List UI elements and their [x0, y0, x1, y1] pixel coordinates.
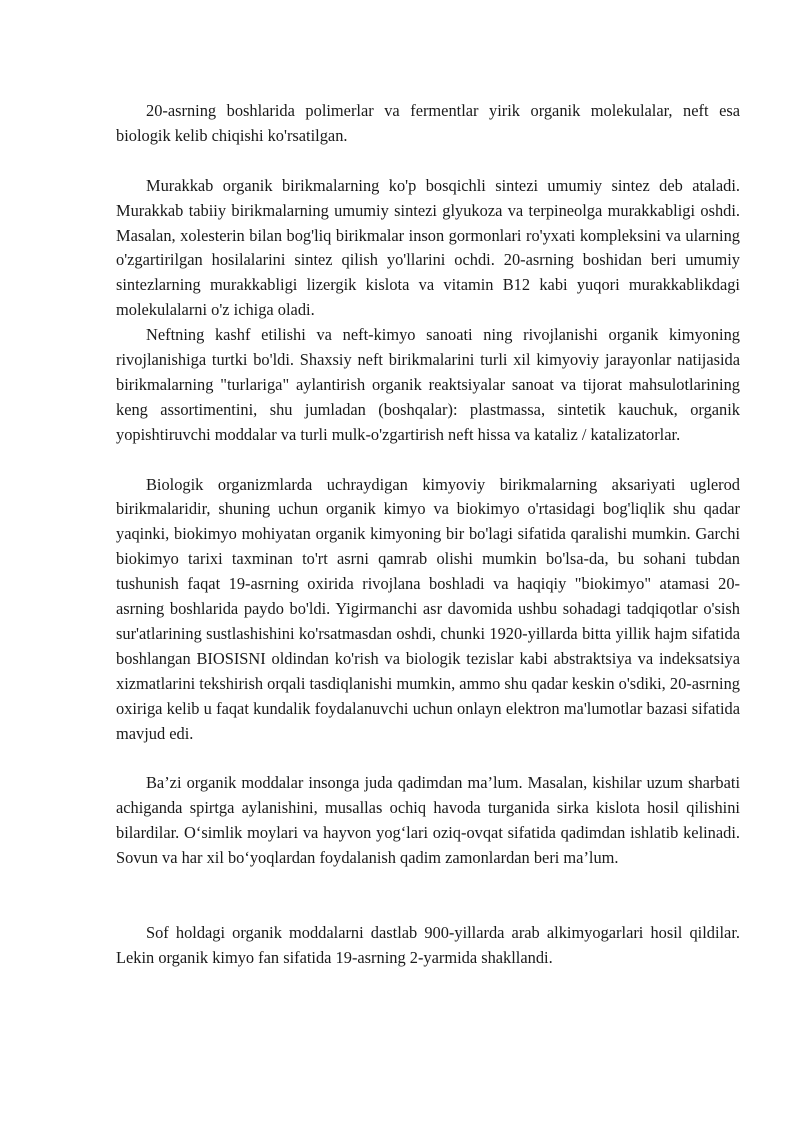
paragraph-spacer [116, 747, 740, 772]
paragraph-1: 20-asrning boshlarida polimerlar va fermentlar yirik organik molekulalar, neft esa biologik kelib chiqishi ko'rsatilgan. [116, 101, 740, 145]
document-body [116, 99, 740, 971]
paragraph-5: Ba’zi organik moddalar insonga juda qadimdan ma’lum. Masalan, kishilar uzum sharbati achiganda spirtga aylanishini, musallas ochiq havoda turganida sirka kislota hosil qilishini bilardilar. O‘simlik moylari va hayvon yog‘lari oziq-ovqat sifatida qadimdan ishlatib kelinadi. Sovun va har xil bo‘yoqlardan foydalanish qadim zamonlardan beri ma’lum. [116, 773, 740, 868]
paragraph-spacer [116, 149, 740, 174]
paragraph-2: Murakkab organik birikmalarning ko'p bosqichli sintezi umumiy sintez deb ataladi. Murakkab tabiiy birikmalarning umumiy sintezi glyukoza va terpineolga murakkabligi oshdi. Masalan, xolesterin bilan bog'liq birikmalar inson gormonlari ro'yxati kompleksini va ularning o'zgartirilgan hosilalarini sintez qilish yo'llarini ochdi. 20-asrning boshidan beri umumiy sintezlarning murakkabligi lizergik kislota va vitamin B12 kabi yuqori murakkablikdagi molekulalarni o'z ichiga oladi. [116, 175, 740, 320]
paragraph-3: Neftning kashf etilishi va neft-kimyo sanoati ning rivojlanishi organik kimyoning rivojlanishiga turtki bo'ldi. Shaxsiy neft birikmalarini turli xil kimyoviy jarayonlar natijasida birikmalarning "turlariga" aylantirish organik reaktsiyalar sanoat va tijorat mahsulotlarining keng assortimentini, shu jumladan (boshqalar): plastmassa, sintetik kauchuk, organik yopishtiruvchi moddalar va turli mulk-o'zgartirish neft hissa va kataliz / katalizatorlar. [116, 325, 740, 444]
paragraph-6: Sof holdagi organik moddalarni dastlab 900-yillarda arab alkimyogarlari hosil qildilar. Lekin organik kimyo fan sifatida 19-asrning 2-yarmida shakllandi. [116, 922, 740, 967]
paragraph-spacer-double [116, 871, 740, 921]
paragraph-spacer [116, 448, 740, 473]
paragraph-4: Biologik organizmlarda uchraydigan kimyoviy birikmalarning aksariyati uglerod birikmalaridir, shuning uchun organik kimyo va biokimyo o'rtasidagi bog'liqlik shu qadar yaqinki, biokimyo mohiyatan organik kimyoning bir bo'lagi sifatida qaralishi mumkin. Garchi biokimyo tarixi taxminan to'rt asrni qamrab olishi mumkin bo'lsa-da, bu sohani tubdan tushunish faqat 19-asrning oxirida rivojlana boshladi va haqiqiy "biokimyo" atamasi 20-asrning boshlarida paydo bo'ldi. Yigirmanchi asr davomida ushbu sohadagi tadqiqotlar o'sish sur'atlarining sustlashishini ko'rsatmasdan oshdi, chunki 1920-yillarda bitta yillik hajm sifatida boshlangan BIOSISNI oldindan ko'rish va biologik tezislar kabi abstraktsiya va indeksatsiya xizmatlarini tekshirish orqali tasdiqlanishi mumkin, ammo shu qadar keskin o'sdiki, 20-asrning oxiriga kelib u faqat kundalik foydalanuvchi uchun onlayn elektron ma'lumotlar bazasi sifatida mavjud edi. [116, 474, 740, 743]
